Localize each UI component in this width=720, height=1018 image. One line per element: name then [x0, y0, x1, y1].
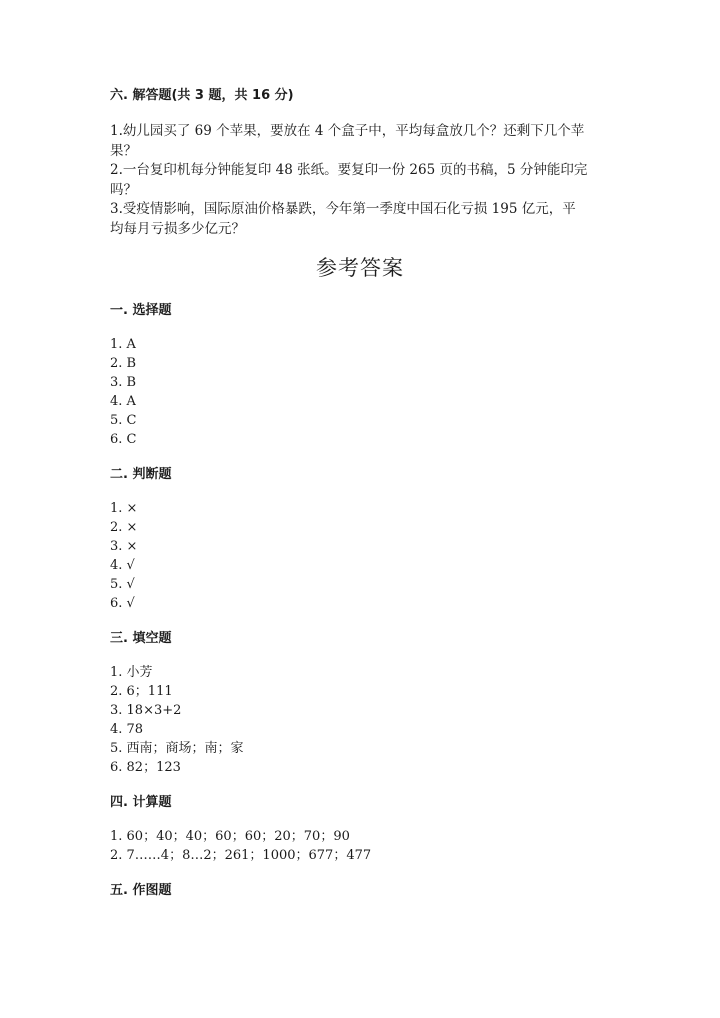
answer-item: 5. √: [110, 577, 135, 592]
answer-section-calculation: [110, 793, 610, 865]
answer-item: 2. 6；111: [110, 684, 173, 699]
answer-item: 1. 小芳: [110, 665, 153, 680]
question-text-line: 1.幼儿园买了 69 个苹果，要放在 4 个盒子中，平均每盒放几个？还剩下几个苹: [110, 123, 585, 139]
section-heading: 四. 计算题: [110, 795, 172, 810]
answer-item: 6. 82；123: [110, 760, 181, 775]
answer-list: [110, 499, 610, 613]
answer-item: 5. 西南；商场；南；家: [110, 741, 244, 756]
answer-item: 4. A: [110, 394, 136, 409]
section-heading: 二. 判断题: [110, 467, 172, 482]
answer-item: 2. ×: [110, 520, 138, 535]
answer-key-title: 参考答案: [316, 256, 404, 280]
question-list: [110, 122, 610, 239]
answer-section-fill-blank: [110, 629, 610, 777]
worksheet-page: [110, 86, 610, 917]
question-text-line: 果？: [110, 142, 137, 159]
problems-section: [110, 86, 610, 239]
answer-list: [110, 335, 610, 449]
answer-item: 6. C: [110, 432, 137, 447]
answer-section-choice: [110, 301, 610, 449]
question-text-line: 吗？: [110, 181, 137, 198]
question-item: [110, 122, 610, 161]
question-text-line: 2.一台复印机每分钟能复印 48 张纸。要复印一份 265 页的书稿，5 分钟能印完: [110, 162, 588, 178]
answer-item: 1. ×: [110, 501, 138, 516]
answer-item: 3. 18×3+2: [110, 703, 182, 718]
answer-section-true-false: [110, 465, 610, 613]
question-text-line: 3.受疫情影响，国际原油价格暴跌，今年第一季度中国石化亏损 195 亿元，平: [110, 201, 576, 217]
answer-item: 2. B: [110, 356, 137, 371]
section-heading: 一. 选择题: [110, 303, 172, 318]
question-text-line: 均每月亏损多少亿元？: [110, 220, 245, 237]
section-heading: 五. 作图题: [110, 883, 172, 898]
answer-list: [110, 663, 610, 777]
section-heading: 六. 解答题(共 3 题，共 16 分): [110, 88, 294, 103]
answer-item: 4. 78: [110, 722, 144, 737]
question-item: [110, 200, 610, 239]
answer-section-drawing: [110, 881, 610, 901]
answer-list: [110, 827, 610, 865]
answer-item: 3. ×: [110, 539, 138, 554]
answer-item: 2. 7……4；8…2；261；1000；677；477: [110, 848, 372, 863]
answer-item: 5. C: [110, 413, 137, 428]
answer-item: 1. A: [110, 337, 136, 352]
answer-item: 3. B: [110, 375, 137, 390]
answer-item: 4. √: [110, 558, 135, 573]
answer-item: 1. 60；40；40；60；60；20；70；90: [110, 829, 350, 844]
section-heading: 三. 填空题: [110, 631, 172, 646]
question-item: [110, 161, 610, 200]
answer-item: 6. √: [110, 596, 135, 611]
